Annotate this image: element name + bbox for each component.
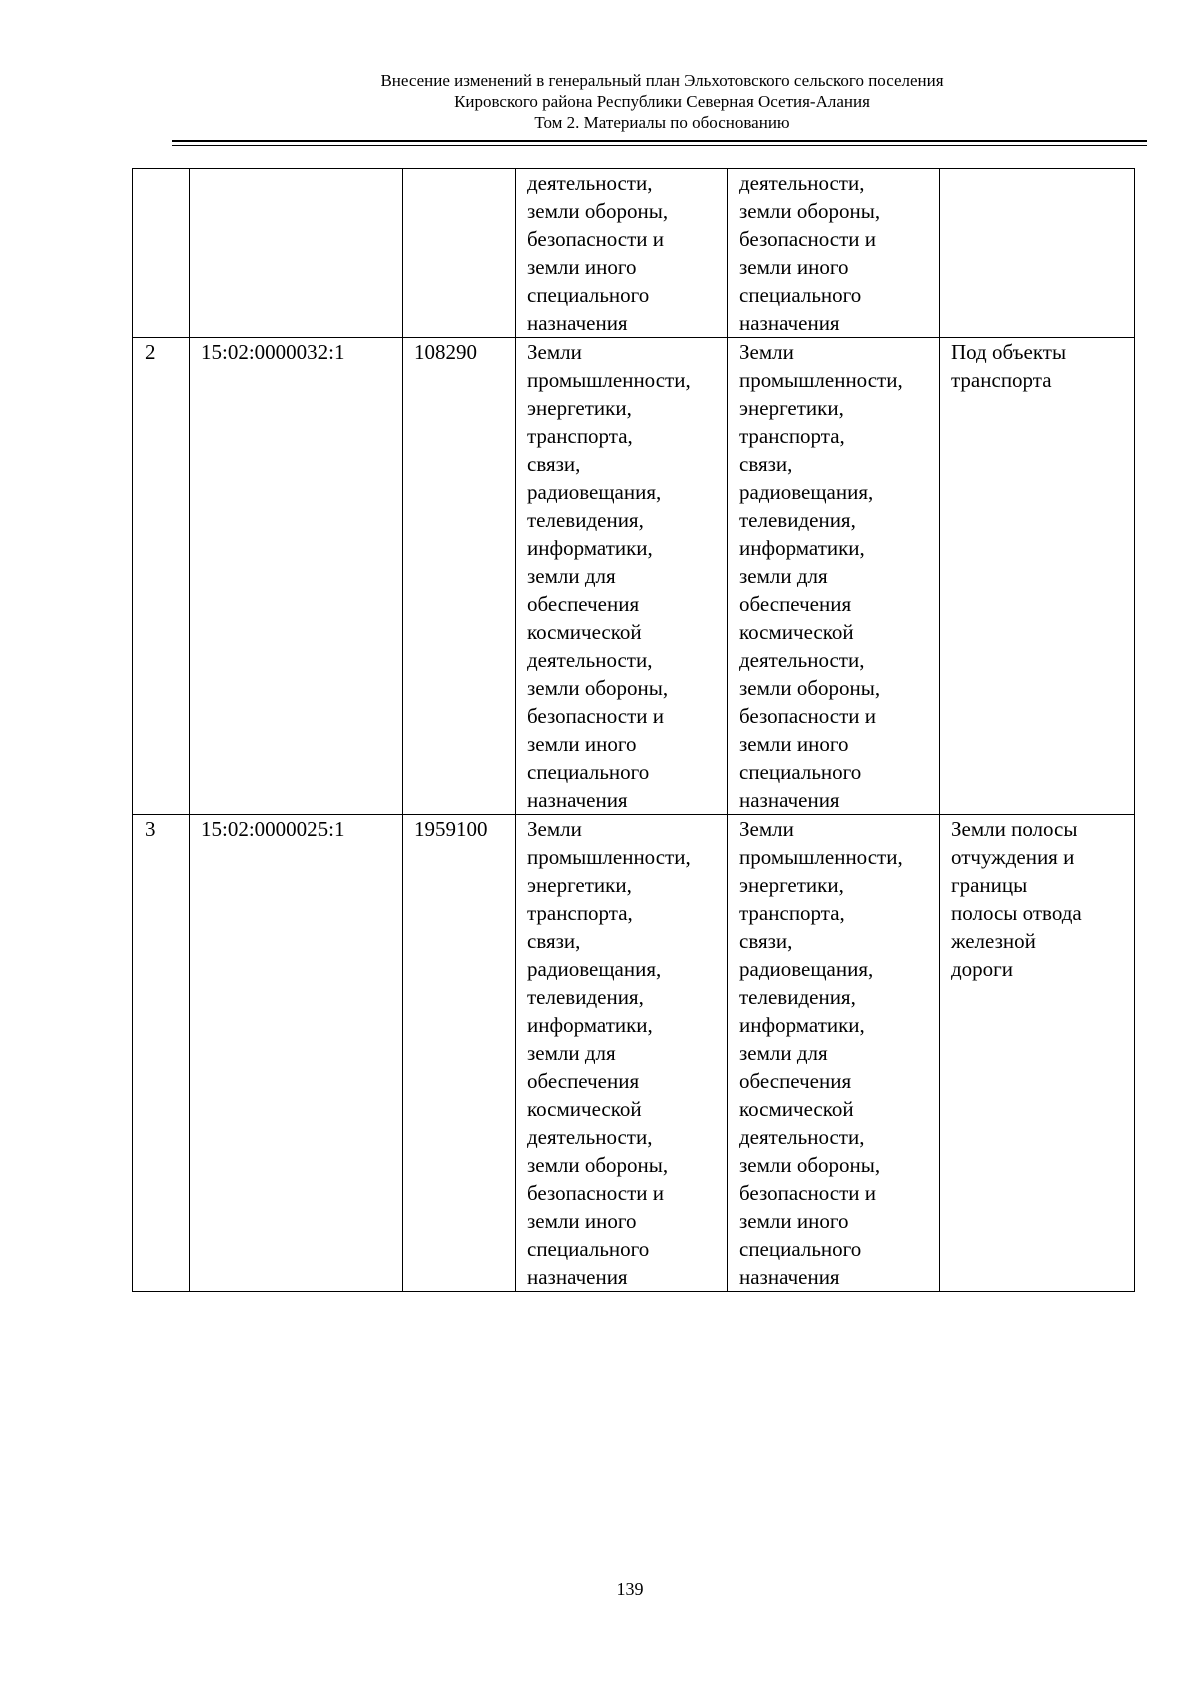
header-line-district: Кировского района Республики Северная Осетия-Алания [454, 92, 870, 111]
header-rule-thick [172, 140, 1147, 142]
row-number: 3 [133, 815, 190, 1292]
cadastral-number [190, 169, 403, 338]
plot-area [403, 169, 516, 338]
header-line-volume: Том 2. Материалы по обоснованию [534, 113, 790, 132]
land-category-planned: Земли промышленности, энергетики, транспорта, связи, радиовещания, телевидения, информатики, земли для обеспечения космической деятельности, земли обороны, безопасности и земли иного специального назначения [728, 338, 940, 815]
page-number: 139 [616, 1579, 644, 1599]
table-row [133, 815, 1135, 1292]
plot-area: 108290 [403, 338, 516, 815]
land-plots-table [132, 168, 1135, 1292]
table-row [133, 338, 1135, 815]
row-number [133, 169, 190, 338]
land-category-current: Земли промышленности, энергетики, транспорта, связи, радиовещания, телевидения, информатики, земли для обеспечения космической деятельности, земли обороны, безопасности и земли иного специального назначения [516, 338, 728, 815]
header-rule-thin [172, 145, 1147, 146]
document-header [172, 70, 1152, 133]
land-purpose: Под объекты транспорта [940, 338, 1135, 815]
land-purpose [940, 169, 1135, 338]
table-row [133, 169, 1135, 338]
plot-area: 1959100 [403, 815, 516, 1292]
cadastral-number: 15:02:0000032:1 [190, 338, 403, 815]
land-category-current: Земли промышленности, энергетики, транспорта, связи, радиовещания, телевидения, информатики, земли для обеспечения космической деятельности, земли обороны, безопасности и земли иного специального назначения [516, 815, 728, 1292]
land-category-planned: деятельности, земли обороны, безопасности и земли иного специального назначения [728, 169, 940, 338]
row-number: 2 [133, 338, 190, 815]
header-line-title: Внесение изменений в генеральный план Эльхотовского сельского поселения [380, 71, 944, 90]
land-purpose: Земли полосы отчуждения и границы полосы отвода железной дороги [940, 815, 1135, 1292]
cadastral-number: 15:02:0000025:1 [190, 815, 403, 1292]
land-category-planned: Земли промышленности, энергетики, транспорта, связи, радиовещания, телевидения, информатики, земли для обеспечения космической деятельности, земли обороны, безопасности и земли иного специального назначения [728, 815, 940, 1292]
land-category-current: деятельности, земли обороны, безопасности и земли иного специального назначения [516, 169, 728, 338]
